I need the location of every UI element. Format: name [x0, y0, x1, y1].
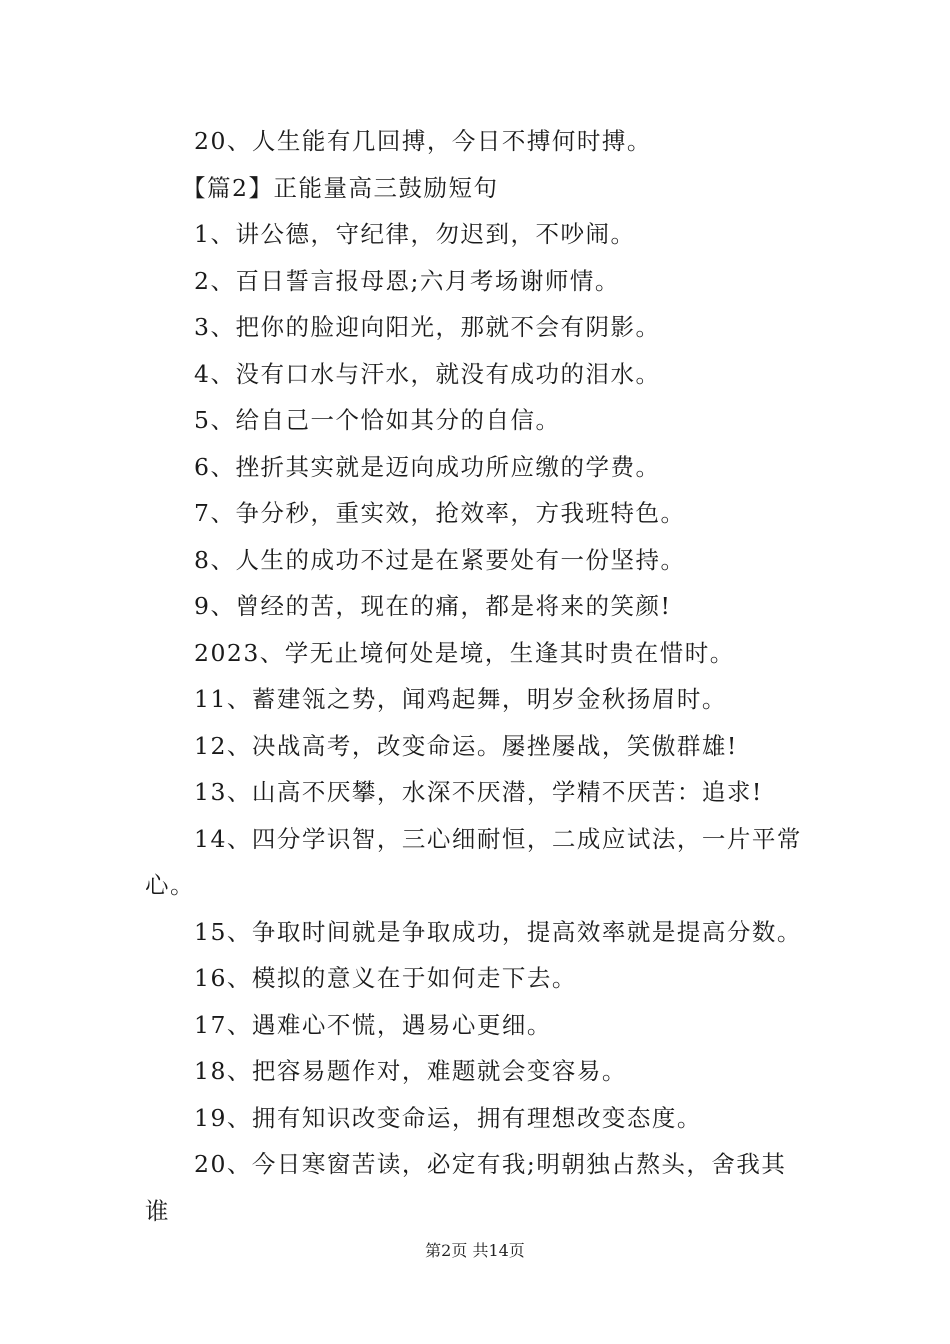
text-line: 15、争取时间就是争取成功，提高效率就是提高分数。	[194, 917, 802, 946]
text-line: 谁	[145, 1196, 170, 1225]
text-line: 11、蓄建瓴之势，闻鸡起舞，明岁金秋扬眉时。	[194, 685, 727, 713]
text-line: 3、把你的脸迎向阳光，那就不会有阴影。	[194, 313, 661, 341]
text-line: 20、人生能有几回搏，今日不搏何时搏。	[194, 127, 652, 155]
text-line: 16、模拟的意义在于如何走下去。	[194, 964, 577, 992]
text-line: 1、讲公德，守纪律，勿迟到，不吵闹。	[194, 220, 636, 248]
text-line: 5、给自己一个恰如其分的自信。	[194, 406, 561, 434]
page-footer: 第2页 共14页	[425, 1241, 525, 1260]
section-heading: 【篇2】正能量高三鼓励短句	[182, 173, 499, 202]
text-line: 18、把容易题作对，难题就会变容易。	[194, 1057, 627, 1085]
text-line: 7、争分秒，重实效，抢效率，方我班特色。	[194, 499, 686, 527]
text-line: 9、曾经的苦，现在的痛，都是将来的笑颜!	[194, 592, 672, 620]
text-line: 4、没有口水与汗水，就没有成功的泪水。	[194, 359, 661, 388]
text-line: 2、百日誓言报母恩;六月考场谢师情。	[194, 266, 620, 295]
text-line: 17、遇难心不慌，遇易心更细。	[194, 1010, 552, 1039]
document-body	[145, 118, 810, 1234]
text-line: 13、山高不厌攀，水深不厌潜，学精不厌苦：追求!	[194, 778, 763, 806]
text-line: 19、拥有知识改变命运，拥有理想改变态度。	[194, 1103, 702, 1132]
text-line: 2023、学无止境何处是境，生逢其时贵在惜时。	[194, 638, 735, 667]
text-line: 12、决战高考，改变命运。屡挫屡战，笑傲群雄!	[194, 731, 738, 760]
text-line: 20、今日寒窗苦读，必定有我;明朝独占熬头，舍我其	[194, 1150, 787, 1178]
text-line: 8、人生的成功不过是在紧要处有一份坚持。	[194, 545, 686, 574]
text-line: 心。	[145, 871, 195, 899]
text-line: 6、挫折其实就是迈向成功所应缴的学费。	[194, 452, 661, 481]
text-line: 14、四分学识智，三心细耐恒，二成应试法，一片平常	[194, 824, 802, 853]
